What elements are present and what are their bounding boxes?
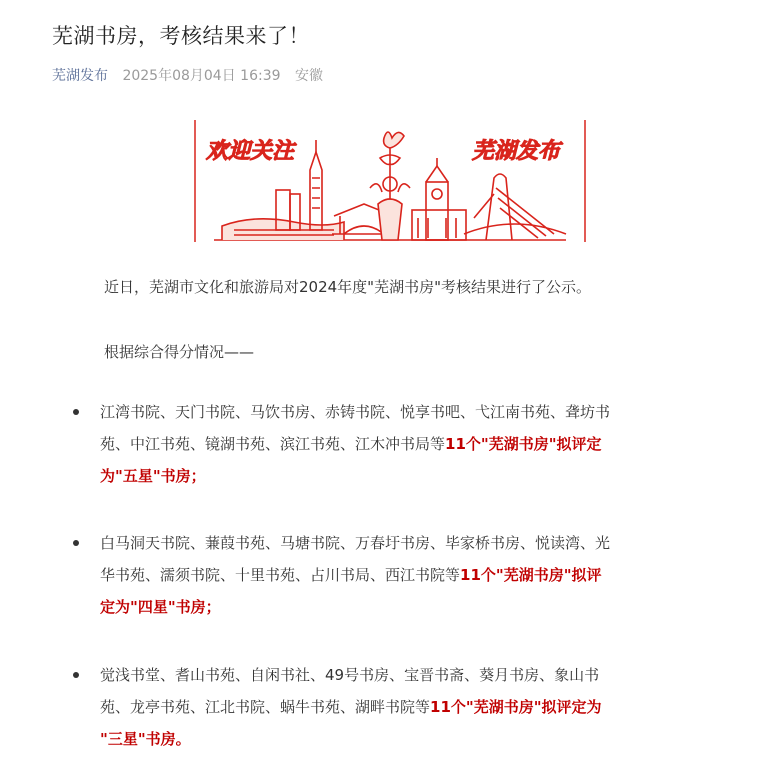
list-item-line: 觉浅书堂、耆山书苑、自闲书社、49号书房、宝晋书斋、葵月书房、象山书 [100,666,600,684]
article-title: 芜湖书房，考核结果来了！ [52,24,310,48]
publish-datetime: 2025年08月04日 16:39 [122,68,281,84]
list-item-text: 苑、龙亭书苑、江北书院、蜗牛书苑、湖畔书院等 [100,698,431,716]
list-bullet [73,409,79,415]
banner-left-text: 欢迎关注 [206,139,295,164]
article-meta [52,65,323,85]
list-item-line: 江湾书院、天门书院、马饮书房、赤铸书院、悦享书吧、弋江南书苑、聋坊书 [100,403,611,421]
list-item-line: 白马洞天书院、蒹葭书苑、马塘书院、万春圩书房、毕家桥书房、悦读湾、光 [100,534,611,552]
list-item-four-star [100,527,720,623]
rating-highlight: 11个"芜湖书房"拟评定 [445,435,602,453]
list-item-five-star [100,396,720,492]
list-bullet [73,672,79,678]
rating-highlight: 11个"芜湖书房"拟评定为 [430,698,602,716]
intro-paragraph: 近日，芜湖市文化和旅游局对2024年度"芜湖书房"考核结果进行了公示。 [104,278,591,296]
account-link[interactable]: 芜湖发布 [52,68,108,84]
list-item-text: 苑、中江书苑、镜湖书苑、滨江书苑、江木冲书局等 [100,435,446,453]
publish-location: 安徽 [294,68,323,84]
list-item-text: 华书苑、濡须书院、十里书苑、占川书局、西江书院等 [100,566,461,584]
rating-highlight: 为"五星"书房； [100,467,206,485]
list-item-line [100,691,720,723]
basis-paragraph: 根据综合得分情况—— [104,343,255,361]
rating-highlight: 11个"芜湖书房"拟评 [460,566,602,584]
rating-highlight: "三星"书房。 [100,730,191,748]
list-item-line [100,559,720,591]
banner-image [194,118,586,244]
banner-right-text: 芜湖发布 [472,139,561,164]
list-item-three-star [100,659,720,755]
list-bullet [73,540,79,546]
rating-highlight: 定为"四星"书房； [100,598,221,616]
list-item-line [100,428,720,460]
